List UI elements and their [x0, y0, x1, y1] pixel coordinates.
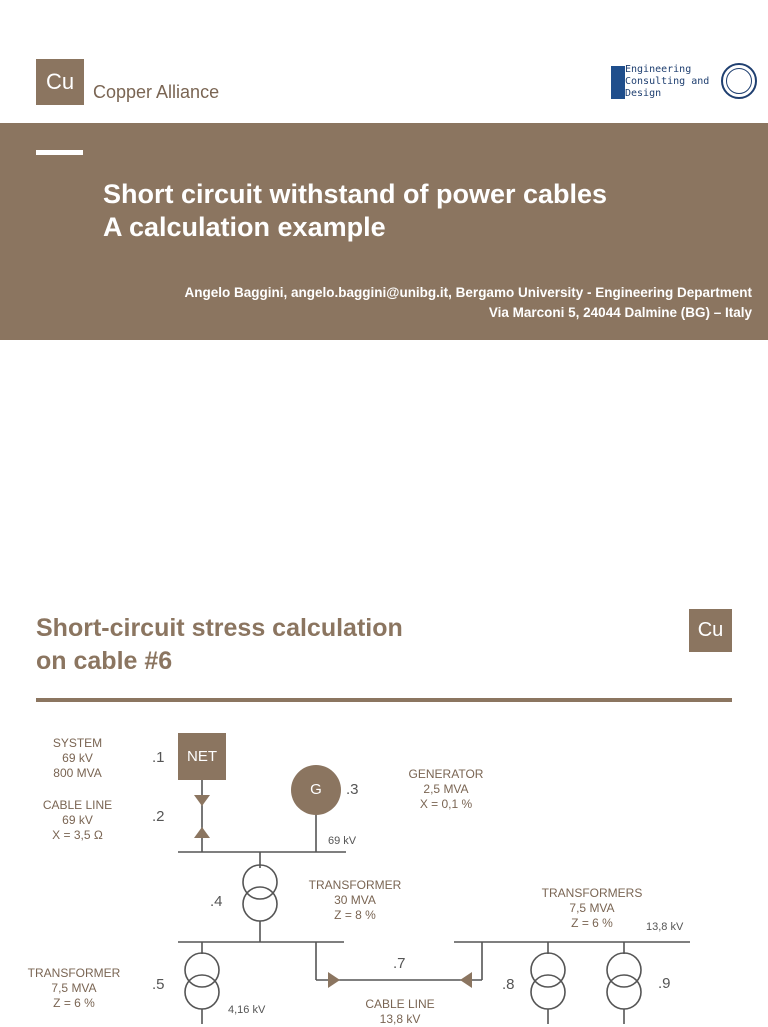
cable-line-138-label: CABLE LINE 13,8 kV — [365, 997, 435, 1026]
voltage-138-label: 13,8 kV — [646, 921, 684, 933]
node-label-9: .9 — [658, 975, 671, 992]
node-label-1: .1 — [152, 749, 165, 766]
voltage-416-label: 4,16 kV — [228, 1004, 266, 1016]
net-source-box: NET — [178, 733, 226, 780]
node-label-8: .8 — [502, 976, 515, 993]
transformers-75-label: TRANSFORMERS 7,5 MVA Z = 6 % — [541, 886, 643, 930]
author-line2: Via Marconi 5, 24044 Dalmine (BG) – Italy — [488, 305, 752, 320]
transformer-75-label: TRANSFORMER 7,5 MVA Z = 6 % — [27, 966, 121, 1010]
slide-title-line1: Short circuit withstand of power cables — [103, 179, 608, 209]
transformer-30-label: TRANSFORMER 30 MVA Z = 8 % — [308, 878, 402, 922]
system-label: SYSTEM 69 kV 800 MVA — [52, 736, 103, 780]
node-label-5: .5 — [152, 976, 165, 993]
node-label-2: .2 — [152, 808, 165, 825]
node-label-4: .4 — [210, 893, 223, 910]
generator-label: GENERATOR 2,5 MVA X = 0,1 % — [408, 767, 484, 811]
copper-alliance-logo: Cu — [36, 59, 84, 105]
node-label-3: .3 — [346, 781, 359, 798]
author-line1: Angelo Baggini, angelo.baggini@unibg.it, Bergamo University - Engineering Department — [184, 285, 752, 300]
copper-alliance-logo-small: Cu — [689, 609, 732, 652]
node-label-7: .7 — [393, 955, 406, 972]
generator-symbol: G — [310, 781, 322, 798]
voltage-69-label: 69 kV — [328, 835, 357, 847]
slide2-title-line1: Short-circuit stress calculation — [36, 614, 403, 642]
brand-name: Copper Alliance — [93, 82, 220, 102]
ecd-logo-text: Engineering Consulting and Design — [625, 64, 710, 99]
cable-line-69-label: CABLE LINE 69 kV X = 3,5 Ω — [42, 798, 113, 842]
slide2-title-line2: on cable #6 — [36, 647, 173, 675]
slide-title-line2: A calculation example — [103, 212, 386, 242]
